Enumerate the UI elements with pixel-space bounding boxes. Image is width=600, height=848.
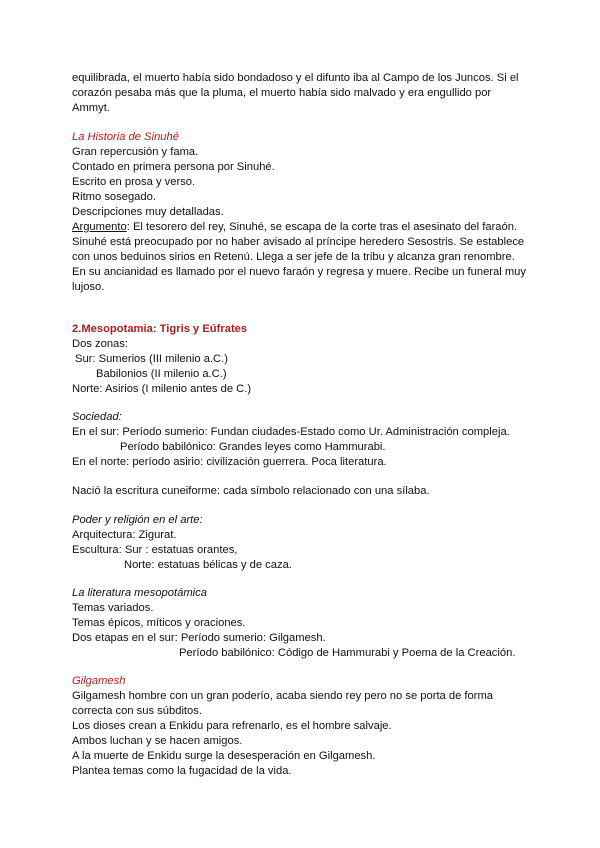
sinuhe-argument-line-3: con unos beduinos sirios en Retenú. Llega a ser jefe de la tribu y alcanza gran renombre. [72,251,515,263]
zone-norte: Norte: Asirios (I milenio antes de C.) [72,383,252,395]
intro-line-3: Ammyt. [72,102,110,114]
sinuhe-point: Contado en primera persona por Sinuhé. [72,161,275,173]
writing-line: Nació la escritura cuneiforme: cada símbolo relacionado con una sílaba. [72,485,430,497]
literature-stages-sur: Dos etapas en el sur: Período sumerio: Gilgamesh. [72,632,326,644]
gilgamesh-line: Gilgamesh hombre con un gran poderío, acaba siendo rey pero no se porta de forma [72,690,494,702]
sinuhe-point: Gran repercusión y fama. [72,146,199,158]
architecture-line: Arquitectura: Zigurat. [72,529,177,541]
gilgamesh-line: Ambos luchan y se hacen amigos. [72,735,243,747]
gilgamesh-line: Plantea temas como la fugacidad de la vida. [72,765,292,777]
literature-heading: La literatura mesopotámica [72,587,207,599]
sinuhe-argument-line-4: En su ancianidad es llamado por el nuevo faraón y regresa y muere. Recibe un funeral muy [72,266,526,278]
mesopotamia-heading: 2.Mesopotamia: Tigris y Eúfrates [72,323,248,335]
literature-stages-babilonico: Período babilónico: Código de Hammurabi y Poema de la Creación. [179,647,516,659]
sinuhe-heading: La Historia de Sinuhé [72,131,179,143]
argument-text: : El tesorero del rey, Sinuhé, se escapa de la corte tras el asesinato del faraón. [126,221,518,233]
sinuhe-argument-line-2: Sinuhé está preocupado por no haber avisado al príncipe heredero Sesostris. Se establece [72,236,525,248]
society-sur: En el sur: Período sumerio: Fundan ciudades-Estado como Ur. Administración compleja. [72,426,510,438]
gilgamesh-line: A la muerte de Enkidu surge la desesperación en Gilgamesh. [72,750,376,762]
sculpture-sur: Escultura: Sur : estatuas orantes, [72,544,238,556]
zone-sur: Sur: Sumerios (III milenio a.C.) [75,353,228,365]
society-norte: En el norte: período asirio: civilización guerrera. Poca literatura. [72,456,387,468]
intro-line-2: corazón pesaba más que la pluma, el muerto había sido malvado y era engullido por [72,87,492,99]
sinuhe-point: Ritmo sosegado. [72,191,156,203]
society-babilonico: Período babilónico: Grandes leyes como Hammurabi. [120,441,386,453]
zones-title: Dos zonas: [72,338,128,350]
gilgamesh-line: correcta con sus súbditos. [72,705,202,717]
literature-point: Temas épicos, míticos y oraciones. [72,617,246,629]
sinuhe-argument-line-5: lujoso. [72,281,105,293]
gilgamesh-line: Los dioses crean a Enkidu para refrenarlo, es el hombre salvaje. [72,720,392,732]
sinuhe-argument-line-1 [72,220,517,235]
sinuhe-point: Escrito en prosa y verso. [72,176,196,188]
gilgamesh-heading: Gilgamesh [72,675,126,687]
sinuhe-point: Descripciones muy detalladas. [72,206,224,218]
society-heading: Sociedad: [72,411,122,423]
zone-babilonios: Babilonios (II milenio a.C.) [96,368,227,380]
sculpture-norte: Norte: estatuas bélicas y de caza. [124,559,292,571]
power-heading: Poder y religión en el arte: [72,514,203,526]
argument-label: Argumento [72,221,127,233]
intro-line-1: equilibrada, el muerto había sido bondadoso y el difunto iba al Campo de los Juncos. Si el [72,72,519,84]
literature-point: Temas variados. [72,602,154,614]
